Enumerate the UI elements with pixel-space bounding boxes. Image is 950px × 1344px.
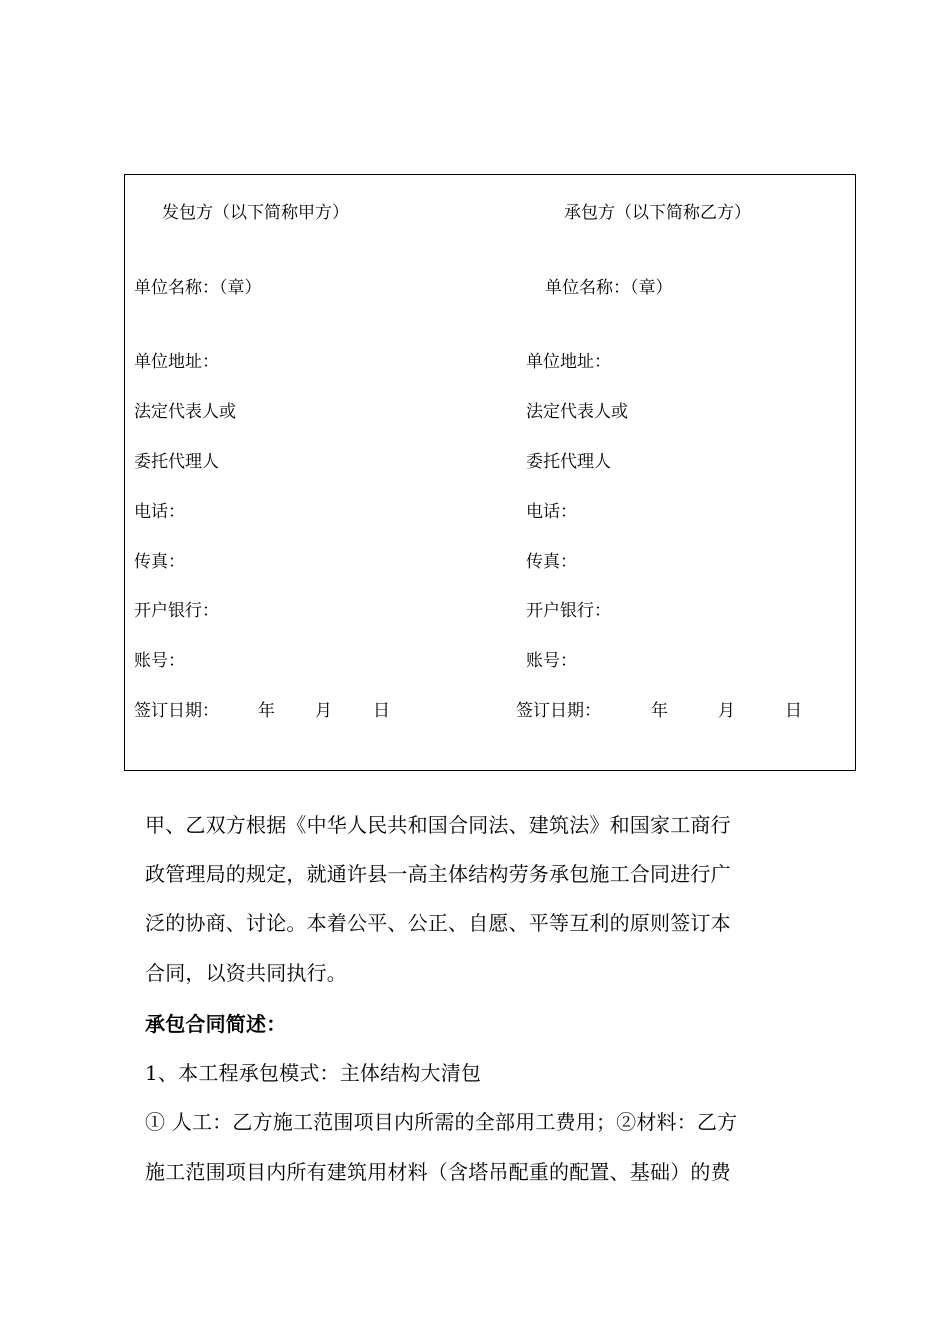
party-a-fax: 传真： bbox=[134, 552, 185, 572]
party-a-unit-address: 单位地址： bbox=[134, 352, 219, 372]
party-a-sign-date: 签订日期： bbox=[134, 701, 219, 721]
party-b-unit-name: 单位名称：（章） bbox=[545, 278, 673, 298]
party-a-account: 账号： bbox=[134, 651, 185, 671]
party-b-legal-rep: 法定代表人或 bbox=[526, 402, 628, 422]
intro-line: 政管理局的规定，就通许县一高主体结构劳务承包施工合同进行广 bbox=[145, 862, 731, 886]
item-1-line: 施工范围项目内所有建筑用材料（含塔吊配重的配置、基础）的费 bbox=[145, 1160, 731, 1184]
party-a-bank: 开户银行： bbox=[134, 601, 219, 621]
party-b-fax: 传真： bbox=[526, 552, 577, 572]
party-b-sign-date: 签订日期： bbox=[516, 701, 601, 721]
intro-line: 泛的协商、讨论。本着公平、公正、自愿、平等互利的原则签订本 bbox=[145, 911, 731, 935]
party-b-month: 月 bbox=[718, 701, 735, 721]
party-a-phone: 电话： bbox=[134, 502, 185, 522]
party-b-phone: 电话： bbox=[526, 502, 577, 522]
party-a-agent: 委托代理人 bbox=[134, 452, 219, 472]
party-b-account: 账号： bbox=[526, 651, 577, 671]
intro-line: 甲、乙双方根据《中华人民共和国合同法、建筑法》和国家工商行 bbox=[145, 813, 731, 837]
party-a-unit-name: 单位名称：（章） bbox=[134, 278, 262, 298]
party-a-month: 月 bbox=[315, 701, 332, 721]
party-b-unit-address: 单位地址： bbox=[526, 352, 611, 372]
contract-parties-table bbox=[124, 174, 856, 771]
party-b-agent: 委托代理人 bbox=[526, 452, 611, 472]
party-b-bank: 开户银行： bbox=[526, 601, 611, 621]
item-1-title: 1、本工程承包模式：主体结构大清包 bbox=[145, 1061, 482, 1085]
item-1-line: ① 人工：乙方施工范围项目内所需的全部用工费用；②材料：乙方 bbox=[145, 1110, 738, 1134]
party-a-year: 年 bbox=[258, 701, 275, 721]
section-title: 承包合同简述： bbox=[145, 1012, 287, 1036]
party-b-header: 承包方（以下简称乙方） bbox=[564, 203, 751, 223]
party-b-year: 年 bbox=[651, 701, 668, 721]
party-a-legal-rep: 法定代表人或 bbox=[134, 402, 236, 422]
party-a-header: 发包方（以下简称甲方） bbox=[162, 203, 349, 223]
intro-line: 合同，以资共同执行。 bbox=[145, 961, 347, 985]
party-b-day: 日 bbox=[785, 701, 802, 721]
party-a-day: 日 bbox=[373, 701, 390, 721]
